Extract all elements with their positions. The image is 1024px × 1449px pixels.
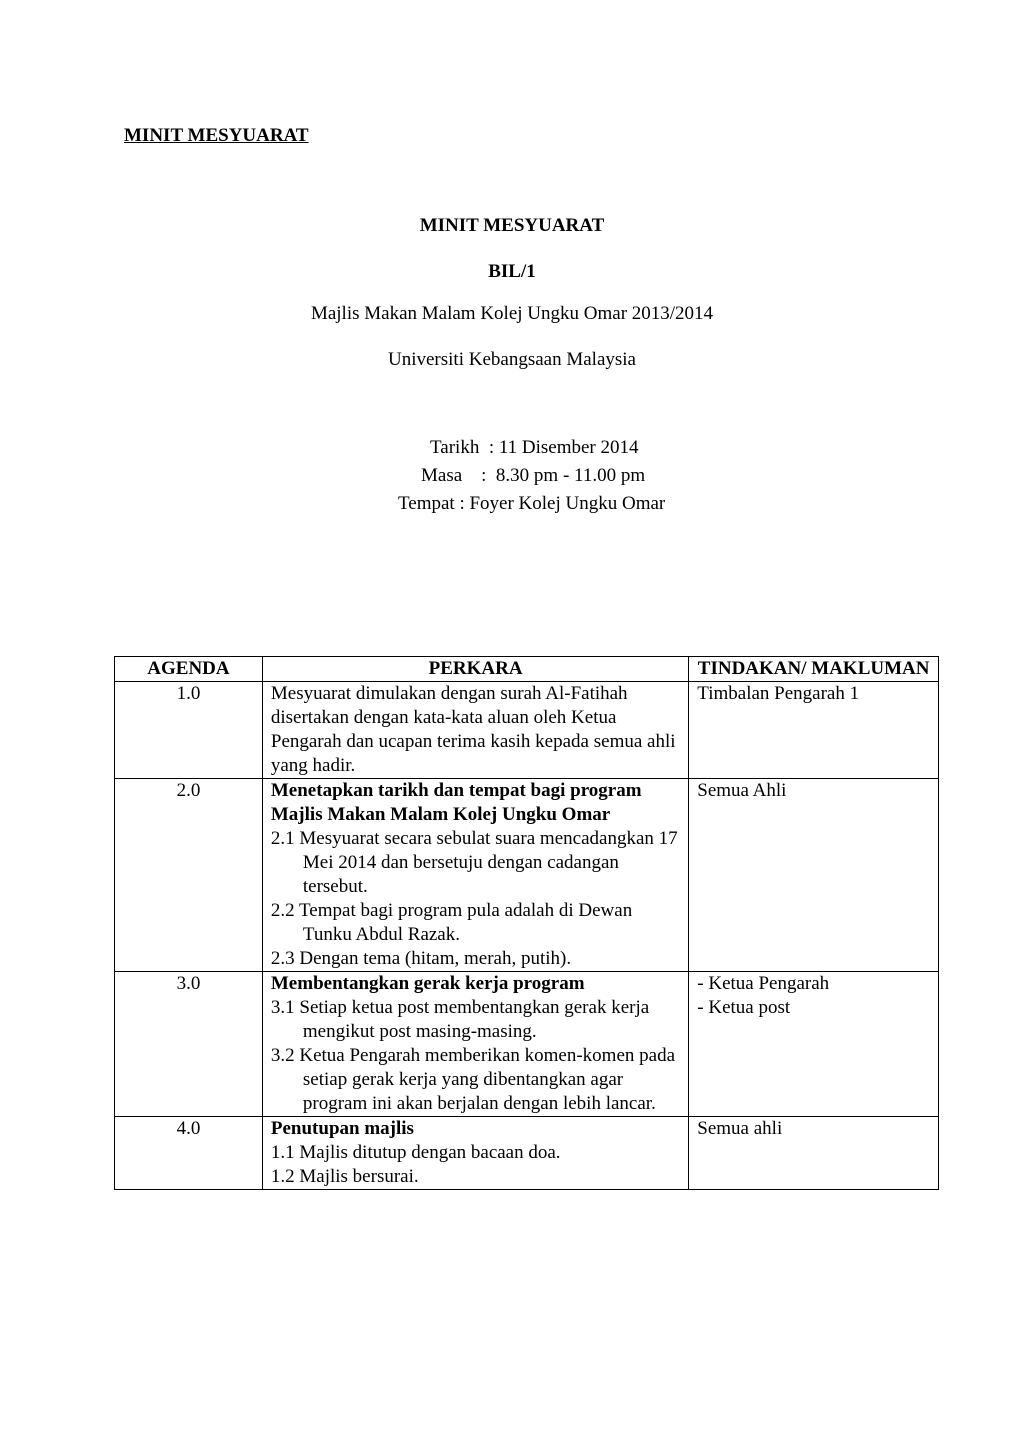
sub-item: 3.2 Ketua Pengarah memberikan komen-komen pada setiap gerak kerja yang dibentangkan agar program ini akan berjalan dengan lebih lancar. [270,1045,676,1114]
document-title: MINIT MESYUARAT [419,215,605,236]
table-row [115,779,939,972]
sub-item: 1.1 Majlis ditutup dengan bacaan doa. [270,1142,561,1163]
agenda-number: 1.0 [115,682,263,779]
agenda-number: 3.0 [115,972,263,1117]
sub-item: 2.3 Dengan tema (hitam, merah, putih). [270,948,572,969]
item-title: Membentangkan gerak kerja program [270,973,585,994]
action-cell [689,779,939,972]
page-heading: MINIT MESYUARAT [124,125,309,146]
university-name: Universiti Kebangsaan Malaysia [388,349,636,370]
action-text: Semua Ahli [697,780,787,801]
action-cell [689,972,939,1117]
action-text: - Ketua post [697,997,791,1018]
event-name: Majlis Makan Malam Kolej Ungku Omar 2013/2014 [310,303,714,324]
meeting-venue: Tempat : Foyer Kolej Ungku Omar [398,493,666,514]
table-row [115,1117,939,1190]
table-row [115,682,939,779]
sub-item: 2.2 Tempat bagi program pula adalah di Dewan Tunku Abdul Razak. [270,900,633,945]
sub-item: 2.1 Mesyuarat secara sebulat suara mencadangkan 17 Mei 2014 dan bersetuju dengan cadangan tersebut. [270,828,678,897]
sub-item: 3.1 Setiap ketua post membentangkan gerak kerja mengikut post masing-masing. [270,997,650,1042]
action-text: - Ketua Pengarah [697,973,830,994]
meeting-number: BIL/1 [488,261,536,282]
perkara-cell [262,682,688,779]
perkara-cell [262,972,688,1117]
minutes-table [114,656,939,1190]
table-header-row [115,657,939,682]
action-text: Timbalan Pengarah 1 [697,683,860,704]
perkara-cell [262,1117,688,1190]
perkara-cell [262,779,688,972]
header-perkara: PERKARA [262,657,688,682]
meeting-time: Masa : 8.30 pm - 11.00 pm [421,465,646,486]
table-row [115,972,939,1117]
meeting-date: Tarikh : 11 Disember 2014 [430,437,639,458]
perkara-text: Mesyuarat dimulakan dengan surah Al-Fatihah disertakan dengan kata-kata aluan oleh Ketua Pengarah dan ucapan terima kasih kepada semua ahli yang hadir. [270,683,676,776]
item-title: Menetapkan tarikh dan tempat bagi program Majlis Makan Malam Kolej Ungku Omar [270,780,642,825]
header-tindakan: TINDAKAN/ MAKLUMAN [689,657,939,682]
action-cell [689,1117,939,1190]
action-cell [689,682,939,779]
agenda-number: 4.0 [115,1117,263,1190]
sub-item: 1.2 Majlis bersurai. [270,1166,419,1187]
action-text: Semua ahli [697,1118,783,1139]
header-agenda: AGENDA [115,657,263,682]
item-title: Penutupan majlis [270,1118,414,1139]
agenda-number: 2.0 [115,779,263,972]
